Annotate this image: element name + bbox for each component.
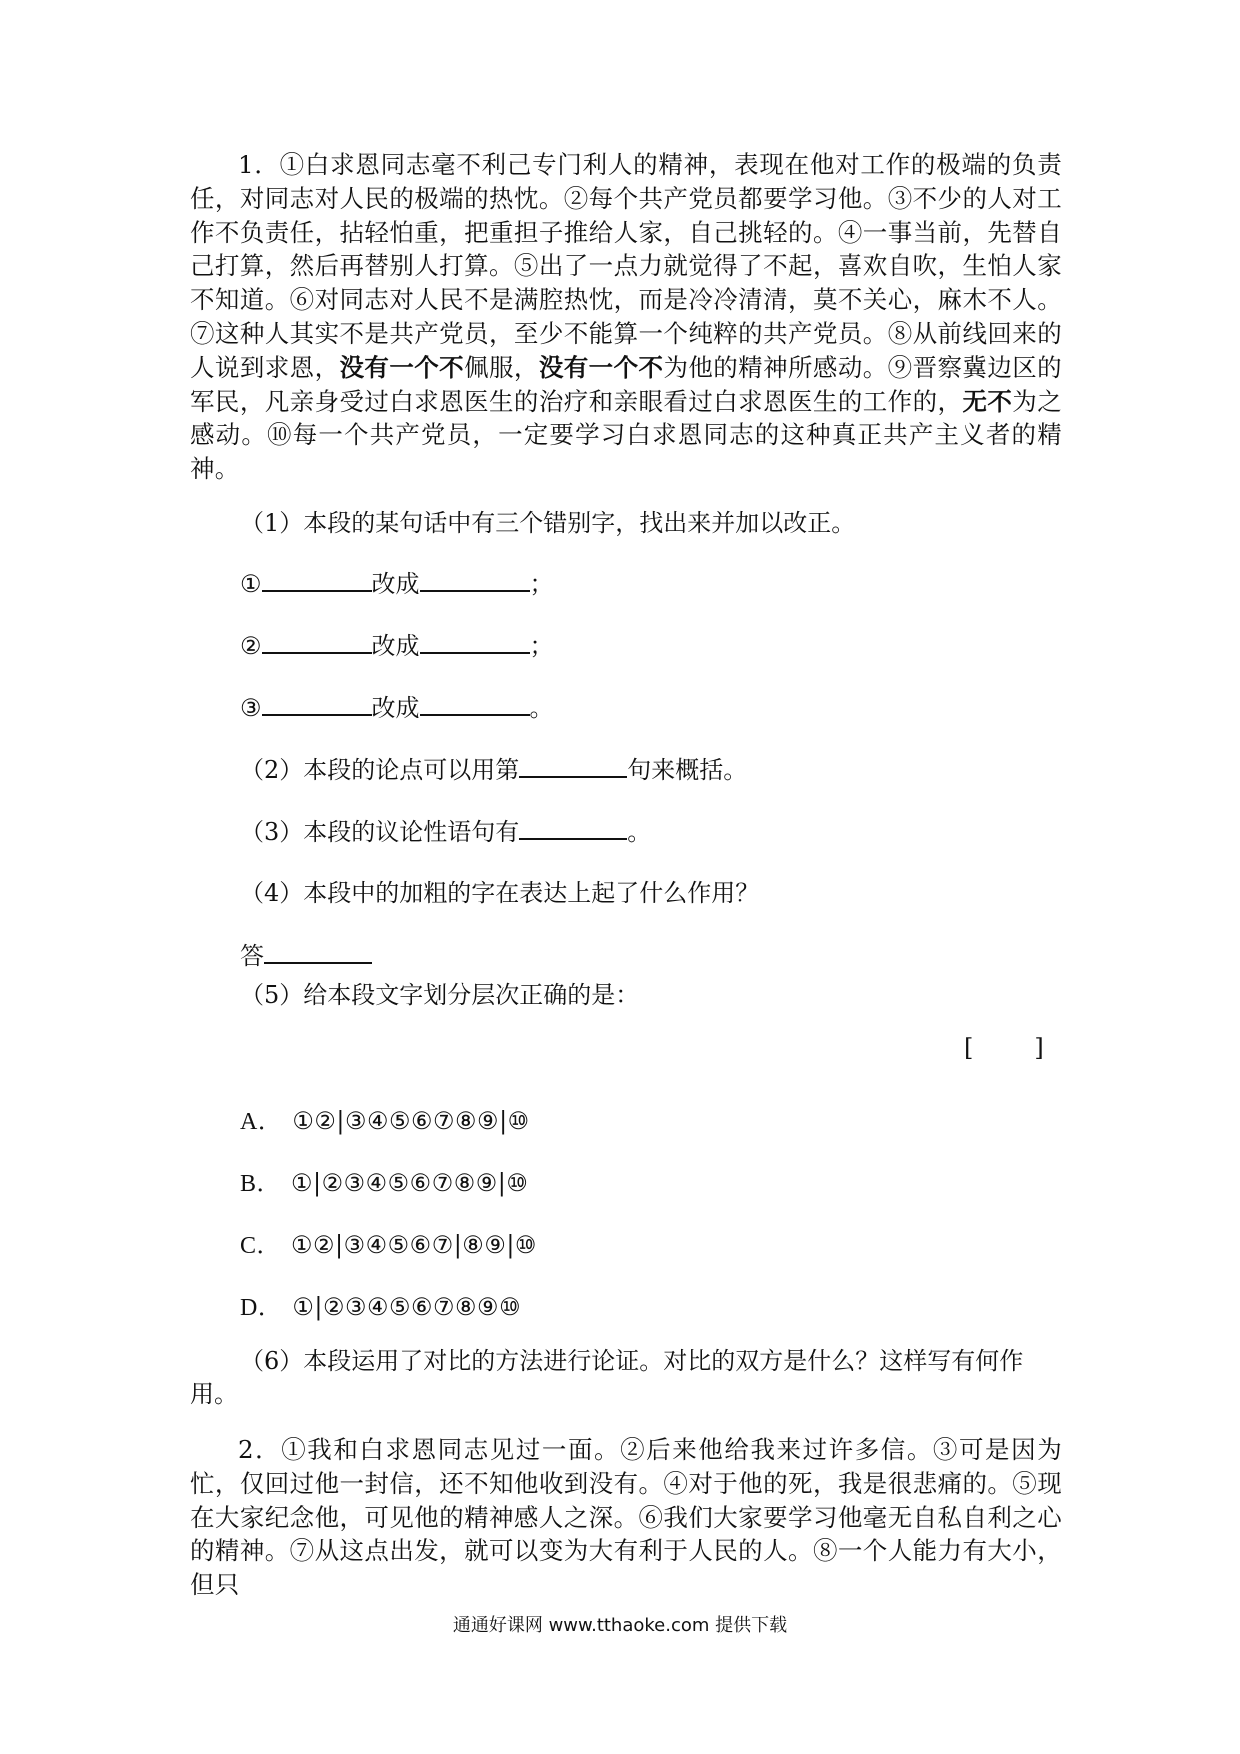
answer-label: 答: [240, 942, 264, 970]
answer-blank[interactable]: [262, 630, 372, 654]
sub-question-2-text: （2）本段的论点可以用第: [240, 756, 520, 784]
answer-blank[interactable]: [519, 754, 627, 778]
choice-a[interactable]: [240, 1106, 530, 1137]
sub-question-6: （6）本段运用了对比的方法进行论证。对比的双方是什么？这样写有何作用。: [190, 1347, 1024, 1408]
fix-number: ②: [240, 632, 262, 660]
answer-blank[interactable]: [519, 816, 627, 840]
paragraph-text: 为之感动。⑩每一个共产党员，一定要学习白求恩同志的这种真正共产主义者的精神。: [190, 386, 1062, 484]
fix-label: 改成: [371, 632, 420, 660]
answer-blank[interactable]: [262, 568, 372, 592]
question-1-paragraph: [190, 148, 1062, 486]
choice-letter: D．: [240, 1295, 283, 1321]
bold-emphasis-text: 没有一个不: [538, 352, 664, 382]
sub-question-2-text-end: 句来概括。: [627, 756, 748, 784]
fix-number: ①: [240, 570, 262, 598]
choice-letter: C．: [240, 1233, 282, 1259]
sub-question-3: [240, 816, 1060, 847]
choice-c[interactable]: [240, 1230, 537, 1261]
question-2-paragraph: 2．①我和白求恩同志见过一面。②后来他给我来过许多信。③可是因为忙，仅回过他一封信，还不知他收到没有。④对于他的死，我是很悲痛的。⑤现在大家纪念他，可见他的精神感人之深。⑥我们大家要学习他毫无自私自利之心的精神。⑦从这点出发，就可以变为大有利于人民的人。⑧一个人能力有大小，但只: [190, 1435, 1062, 1600]
fix-label: 改成: [371, 694, 420, 722]
answer-bracket[interactable]: [ ]: [964, 1034, 1044, 1062]
choice-b[interactable]: [240, 1168, 528, 1199]
paragraph-text: 佩服，: [464, 352, 539, 382]
paragraph-text: 为他的精神所感动。⑨晋察冀边区的军民，凡亲身受过白求恩医生的治疗和亲眼看过白求恩医生的工作的，: [190, 352, 1062, 416]
answer-blank[interactable]: [262, 692, 372, 716]
choice-text: ①|②③④⑤⑥⑦⑧⑨|⑩: [291, 1169, 529, 1197]
fix-number: ③: [240, 694, 262, 722]
paragraph-text: 1．①白求恩同志毫不利己专门利人的精神，表现在他对工作的极端的负责任，对同志对人民的极端的热忱。②每个共产党员都要学习他。③不少的人对工作不负责任，拈轻怕重，把重担子推给人家，自己挑轻的。④一事当前，先替自己打算，然后再替别人打算。⑤出了一点力就觉得了不起，喜欢自吹，生怕人家不知道。⑥对同志对人民不是满腔热忱，而是冷冷清清，莫不关心，麻木不人。⑦这种人其实不是共产党员，至少不能算一个纯粹的共产党员。⑧从前线回来的人说到求恩，: [190, 150, 1062, 382]
answer-blank[interactable]: [420, 630, 530, 654]
fix-label: 改成: [371, 570, 420, 598]
choice-text: ①②|③④⑤⑥⑦⑧⑨|⑩: [292, 1107, 530, 1135]
sub-question-2: [240, 754, 1060, 785]
choice-letter: A．: [240, 1109, 283, 1135]
choice-d[interactable]: [240, 1292, 521, 1323]
choice-letter: B．: [240, 1171, 282, 1197]
sub-question-1: （1）本段的某句话中有三个错别字，找出来并加以改正。: [240, 509, 856, 537]
choice-text: ①②|③④⑤⑥⑦|⑧⑨|⑩: [291, 1231, 537, 1259]
fix-end: ；: [529, 570, 554, 598]
sub-question-3-text-end: 。: [627, 818, 652, 846]
bold-emphasis-text: 没有一个不: [339, 352, 465, 382]
page-footer: 通通好课网 www.tthaoke.com 提供下载: [452, 1615, 788, 1636]
sub-question-3-text: （3）本段的议论性语句有: [240, 818, 520, 846]
fix-end: 。: [529, 694, 554, 722]
fix-row-1: [240, 568, 1060, 599]
answer-blank[interactable]: [420, 568, 530, 592]
choice-text: ①|②③④⑤⑥⑦⑧⑨⑩: [292, 1293, 522, 1321]
answer-line: [240, 940, 1060, 971]
fix-end: ；: [529, 632, 554, 660]
bold-emphasis-text: 无不: [962, 386, 1013, 416]
answer-blank[interactable]: [264, 940, 372, 964]
answer-blank[interactable]: [420, 692, 530, 716]
sub-question-4: （4）本段中的加粗的字在表达上起了什么作用？: [240, 879, 760, 907]
fix-row-3: [240, 692, 1060, 723]
fix-row-2: [240, 630, 1060, 661]
sub-question-5: （5）给本段文字划分层次正确的是：: [240, 981, 640, 1009]
